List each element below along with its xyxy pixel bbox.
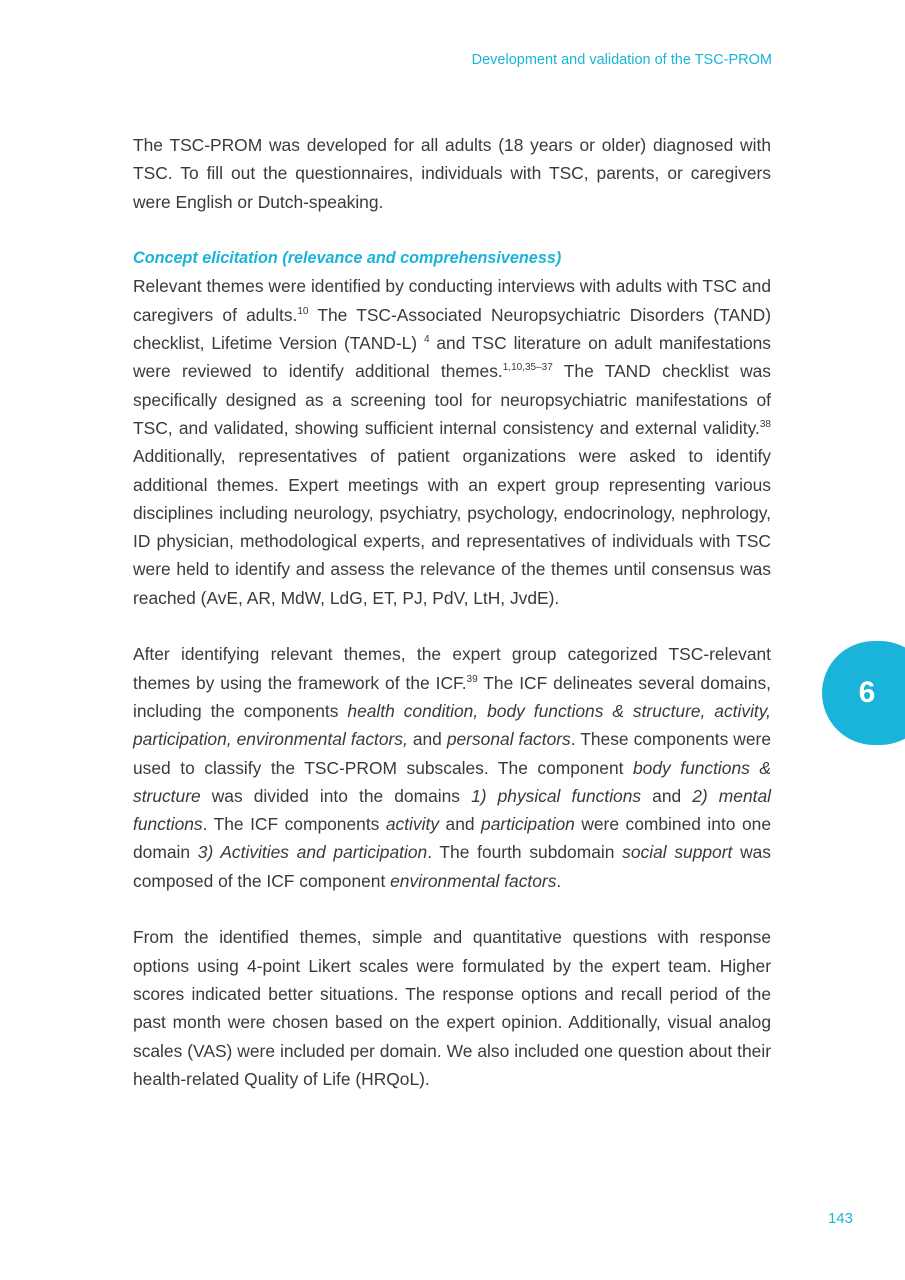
italic-term: participation (481, 814, 575, 835)
running-header-title: Development and validation of the TSC-PROM (471, 52, 772, 68)
italic-term: 1) physical functions (471, 785, 642, 806)
text-run: was composed of the ICF component (133, 842, 771, 891)
section-heading: Concept elicitation (relevance and comprehensiveness) (133, 249, 562, 268)
citation-ref: 10 (297, 305, 309, 317)
text-run: The ICF delineates several domains, including the components (133, 672, 771, 721)
text-run: The TSC-Associated Neuropsychiatric Disorders (TAND) checklist, Lifetime Version (TAND-L) (133, 304, 771, 354)
text-run: . These components were used to classify the TSC-PROM subscales. The component (133, 729, 771, 778)
chapter-number: 6 (858, 676, 876, 709)
text-run: and (407, 729, 447, 750)
text-run: and (439, 814, 482, 835)
italic-term: environmental factors (390, 870, 557, 891)
text-run: Relevant themes were identified by conducting interviews with adults with TSC and caregivers of adults. (133, 276, 771, 325)
citation-ref: 39 (466, 673, 478, 685)
paragraph-intro: The TSC-PROM was developed for all adults (18 years or older) diagnosed with TSC. To fill out the questionnaires, individuals with TSC, parents, or caregivers were English or Dutch-speaking. (133, 135, 771, 212)
text-run: . The ICF components (202, 814, 386, 835)
text-run: was divided into the domains (200, 785, 472, 806)
italic-term: personal factors (446, 729, 571, 750)
text-run: . The fourth subdomain (427, 842, 623, 863)
text-run: and (641, 785, 693, 806)
page-number: 143 (827, 1210, 853, 1227)
italic-term: 3) Activities and participation (197, 842, 428, 863)
citation-ref: 1,10,35–37 (502, 362, 553, 374)
text-run: and TSC literature on adult manifestations were reviewed to identify additional themes. (133, 333, 771, 382)
paragraph-concept-elicitation (133, 272, 771, 612)
text-run: Additionally, representatives of patient organizations were asked to identify additional themes. Expert meetings with an expert group representing various disciplines including neurology, psychiatry, psychology, endocrinology, nephrology, ID physician, methodological experts, and representatives of individuals with TSC were held to identify and assess the relevance of the themes until consensus was reached (AvE, AR, MdW, LdG, ET, PJ, PdV, LtH, JvdE). (133, 446, 771, 608)
italic-term: body functions & structure (133, 757, 771, 806)
citation-ref: 38 (759, 418, 771, 430)
text-run: After identifying relevant themes, the expert group categorized TSC-relevant themes by using the framework of the ICF. (133, 644, 771, 693)
text-run: The TAND checklist was specifically designed as a screening tool for neuropsychiatric manifestations of TSC, and validated, showing sufficient internal consistency and external validity. (133, 361, 772, 438)
italic-term: social support (622, 842, 733, 863)
italic-term: health condition, body functions & structure, activity, participation, environmental factors, (133, 700, 771, 750)
body-text-column (133, 131, 771, 1093)
text-run: . (556, 870, 562, 891)
citation-ref: 4 (423, 334, 430, 346)
italic-term: 2) mental functions (133, 785, 771, 835)
text-run: were combined into one domain (133, 814, 771, 863)
paragraph-icf-framework (133, 640, 771, 895)
paragraph-questions: From the identified themes, simple and quantitative questions with response options using 4-point Likert scales were formulated by the expert team. Higher scores indicated better situations. The response options and recall period of the past month were chosen based on the expert opinion. Additionally, visual analog scales (VAS) were included per domain. We also included one question about their health-related Quality of Life (HRQoL). (133, 927, 771, 1089)
italic-term: activity (385, 814, 440, 835)
